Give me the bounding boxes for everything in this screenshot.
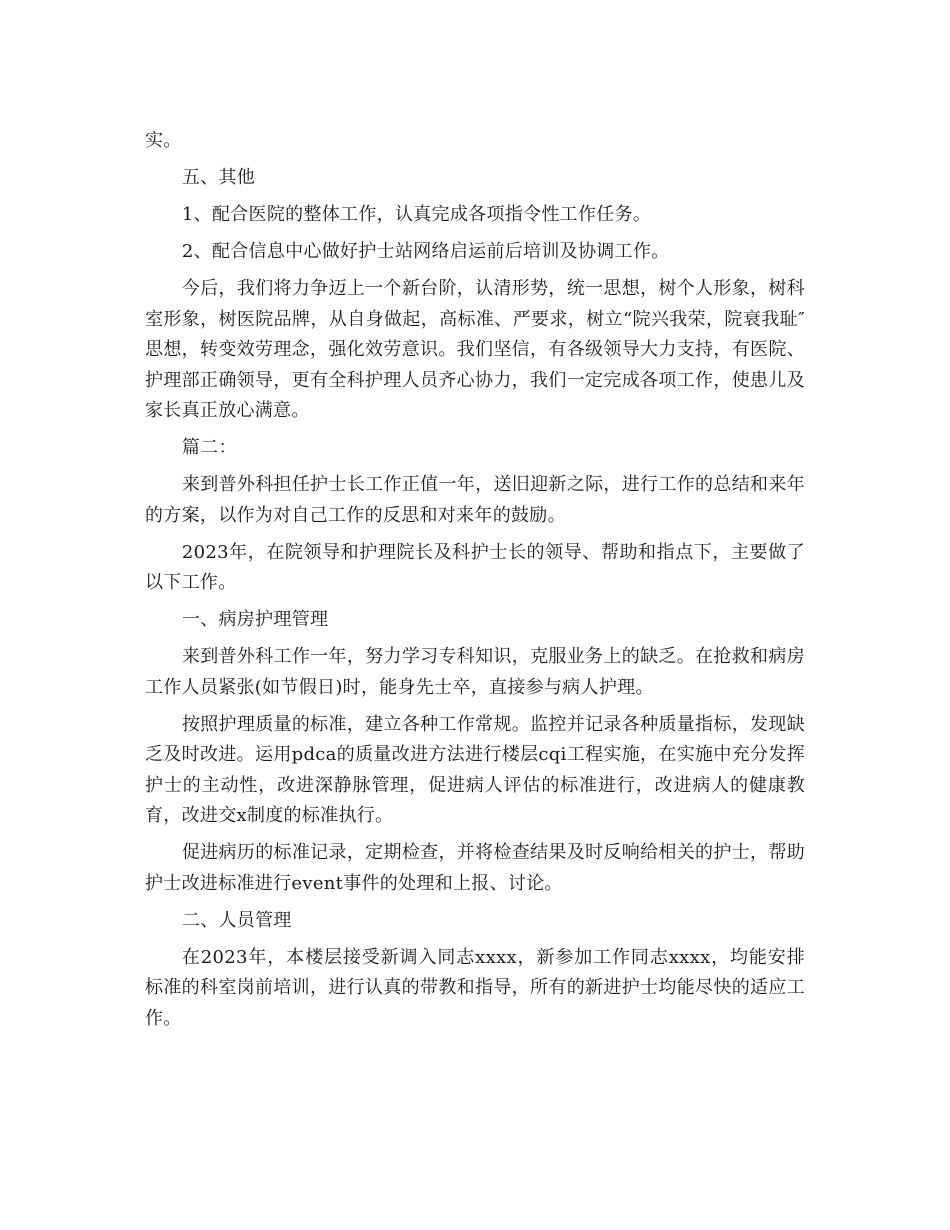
paragraph: 今后，我们将力争迈上一个新台阶，认清形势，统一思想，树个人形象，树科室形象，树医院品牌，从自身做起，高标准、严要求，树立“院兴我荣，院衰我耻″思想，转变效劳理念，强化效劳意识。我们坚信，有各级领导大力支持，有医院、护理部正确领导，更有全科护理人员齐心协力，我们一定完成各项工作，使患儿及家长真正放心满意。: [145, 278, 805, 421]
paragraph: 来到普外科担任护士长工作正值一年，送旧迎新之际，进行工作的总结和来年的方案，以作为对自己工作的反思和对来年的鼓励。: [145, 474, 805, 526]
paragraph-fragment: 实。: [145, 130, 182, 151]
section-heading-other: 五、其他: [181, 167, 256, 188]
document-body: [145, 126, 805, 1041]
list-item: 2、配合信息中心做好护士站网络启运前后培训及协调工作。: [181, 241, 670, 262]
paragraph: 2023年，在院领导和护理院长及科护士长的领导、帮助和指点下，主要做了以下工作。: [145, 541, 805, 593]
paragraph: 来到普外科工作一年，努力学习专科知识，克服业务上的缺乏。在抢救和病房工作人员紧张(如节假日)时，能身先士卒，直接参与病人护理。: [145, 646, 805, 698]
part-heading: 篇二：: [181, 437, 237, 458]
list-item: 1、配合医院的整体工作，认真完成各项指令性工作任务。: [181, 204, 652, 225]
paragraph: 促进病历的标准记录，定期检查，并将检查结果及时反响给相关的护士，帮助护士改进标准进行event事件的处理和上报、讨论。: [145, 842, 805, 894]
paragraph: 在2023年，本楼层接受新调入同志xxxx，新参加工作同志xxxx，均能安排标准的科室岗前培训，进行认真的带教和指导，所有的新进护士均能尽快的适应工作。: [145, 946, 805, 1029]
section-heading: 一、病房护理管理: [181, 609, 329, 630]
paragraph: 按照护理质量的标准，建立各种工作常规。监控并记录各种质量指标，发现缺乏及时改进。运用pdca的质量改进方法进行楼层cqi工程实施，在实施中充分发挥护士的主动性，改进深静脉管理，促进病人评估的标准进行，改进病人的健康教育，改进交x制度的标准执行。: [145, 713, 805, 826]
section-heading: 二、人员管理: [181, 909, 292, 931]
